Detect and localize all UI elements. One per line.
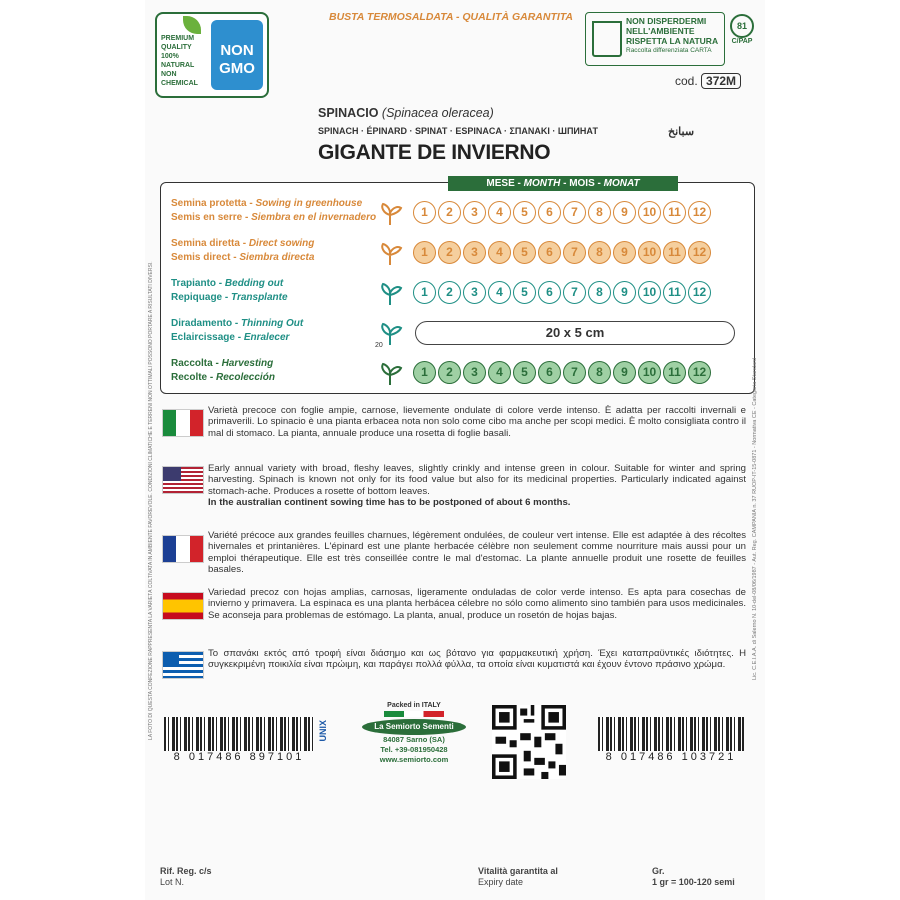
qr-code-icon bbox=[492, 705, 566, 779]
month-circle: 4 bbox=[488, 201, 511, 224]
row-label-es: Siembra en el invernadero bbox=[251, 212, 377, 223]
month-circle: 11 bbox=[663, 361, 686, 384]
recycle-icon bbox=[729, 14, 755, 62]
license-vertical: Lic. C.E.I.A.A. di Salerno N. 10-del-08/06/1987 - Aut. Reg. CAMPANIA n. 37 RUOP-IT-15-0871 - Normativa CE - Categoria Standard bbox=[752, 357, 758, 680]
description-es: Variedad precoz con hojas amplias, carnosas, ligeramente onduladas de color verde intenso. Es apta para cosechas de invierno y primavera. La espinaca es una planta herbácea célebre no sólo como alimento sino también para usos medicinales. Se aconseja para problemas de estómago. La planta, anual, produce un rosetón de hojas bajas. bbox=[208, 587, 746, 621]
description-it: Varietà precoce con foglie ampie, carnose, lievemente ondulate di colore verde intenso. È adatta per raccolti invernali e primaverili. Lo spinacio è una pianta erbacea nota non solo come cibo ma anche per scopi medici. È molto consigliata contro il mal di stomaco. La pianta, annuale produce una rosetta di foglie basali. bbox=[208, 405, 746, 439]
sprout-icon bbox=[375, 279, 405, 307]
eco-frame bbox=[585, 12, 725, 66]
month-circle: 10 bbox=[638, 241, 661, 264]
italy-stripe-icon bbox=[384, 711, 444, 717]
calendar-row bbox=[161, 353, 754, 393]
harvest-icon bbox=[375, 359, 405, 387]
recycle-label: C/PAP bbox=[731, 38, 753, 45]
month-circle: 4 bbox=[488, 281, 511, 304]
row-label-en: Thinning Out bbox=[241, 318, 304, 329]
vitality-label: Vitalità garantita al bbox=[478, 866, 558, 876]
month-circle: 6 bbox=[538, 361, 561, 384]
month-circle: 8 bbox=[588, 201, 611, 224]
row-label-it: Semina diretta bbox=[171, 238, 240, 249]
month-circles bbox=[413, 281, 711, 304]
month-circle: 12 bbox=[688, 241, 711, 264]
month-circle: 12 bbox=[688, 281, 711, 304]
greenhouse-icon bbox=[375, 199, 405, 227]
row-label-en: Harvesting bbox=[221, 358, 274, 369]
badge-line-premium: PREMIUM QUALITY bbox=[161, 35, 195, 51]
month-en: MONTH bbox=[523, 178, 561, 189]
month-circle: 2 bbox=[438, 201, 461, 224]
month-circle: 1 bbox=[413, 201, 436, 224]
calendar-row-label: Semina diretta - Direct sowing Semis direct - Siembra directa bbox=[171, 238, 315, 263]
calendar-row-label: Raccolta - Harvesting Recolte - Recolección bbox=[171, 358, 275, 383]
thinning-spacing: 20 x 5 cm bbox=[415, 321, 735, 345]
month-circle: 1 bbox=[413, 241, 436, 264]
product-arabic: سبانخ bbox=[668, 126, 695, 138]
month-circle: 9 bbox=[613, 241, 636, 264]
row-label-fr: Semis direct bbox=[171, 252, 231, 263]
month-circle: 8 bbox=[588, 361, 611, 384]
row-label-it: Raccolta bbox=[171, 358, 213, 369]
calendar-row bbox=[161, 233, 754, 273]
month-header: MESE - MONTH - MOIS - MONAT bbox=[448, 176, 678, 191]
description-gr: Το σπανάκι εκτός από τροφή είναι διάσημο και ως βότανο για φαρμακευτική χρήση. Έχει καταπραϋντικές ιδιότητες. Η συγκεκριμένη ποικιλία είναι πρώιμη, και παράγει πολλά φύλλα, τα οποία είναι κυματιστά και έχουν έντονο πράσινο χρώμα. bbox=[208, 648, 746, 671]
row-label-it: Semina protetta bbox=[171, 198, 247, 209]
france-flag-icon bbox=[162, 535, 204, 563]
eco-text bbox=[626, 16, 722, 56]
row-label-en: Direct sowing bbox=[248, 238, 315, 249]
row-label-es: Enralecer bbox=[243, 332, 290, 343]
month-circles bbox=[413, 361, 711, 384]
product-common-name: SPINACIO bbox=[318, 106, 379, 120]
month-circle: 2 bbox=[438, 281, 461, 304]
barcode-right-bars bbox=[598, 717, 744, 751]
month-circle: 5 bbox=[513, 241, 536, 264]
calendar-row bbox=[161, 193, 754, 233]
non-gmo-badge bbox=[155, 12, 269, 98]
grams-label: Gr. bbox=[652, 866, 665, 876]
month-circle: 5 bbox=[513, 281, 536, 304]
non-text: NON bbox=[220, 42, 254, 59]
month-circle: 3 bbox=[463, 241, 486, 264]
calendar-row bbox=[161, 313, 754, 353]
barcode-right bbox=[594, 717, 748, 763]
lot-number: Lot N. bbox=[160, 877, 185, 887]
weight-block bbox=[652, 866, 735, 888]
trash-bin-icon bbox=[592, 21, 622, 57]
month-de: MONAT bbox=[603, 178, 640, 189]
month-circle: 1 bbox=[413, 361, 436, 384]
month-circle: 1 bbox=[413, 281, 436, 304]
month-circle: 10 bbox=[638, 281, 661, 304]
month-circle: 7 bbox=[563, 201, 586, 224]
product-name bbox=[318, 106, 494, 120]
month-circle: 3 bbox=[463, 361, 486, 384]
italy-flag-icon bbox=[162, 409, 204, 437]
brand-name: La Semiorto Sementi bbox=[362, 719, 466, 735]
eco-line-1: NON DISPERDERMI bbox=[626, 16, 707, 26]
brand-address: 84087 Sarno (SA) bbox=[383, 735, 445, 744]
barcode-left bbox=[160, 717, 318, 763]
eco-sub: Raccolta differenziata CARTA bbox=[626, 47, 712, 54]
month-circle: 5 bbox=[513, 201, 536, 224]
expiry-label: Expiry date bbox=[478, 877, 524, 887]
packed-in-italy: Packed in ITALY bbox=[387, 702, 441, 709]
month-circle: 10 bbox=[638, 361, 661, 384]
usa-flag-icon bbox=[162, 466, 204, 494]
gmo-text: GMO bbox=[219, 60, 255, 77]
calendar-row-label: Semina protetta - Sowing in greenhouse Semis en serre - Siembra en el invernadero bbox=[171, 198, 377, 223]
month-circle: 4 bbox=[488, 361, 511, 384]
disclaimer-vertical: LA FOTO DI QUESTA CONFEZIONE RAPPRESENTA LA VARIETÀ COLTIVATA IN AMBIENTE FAVOREVOLE. CONDIZIONI CLIMATICHE E TERRENI NON OTTIMALI POSSONO PORTARE A RISULTATI DIVERSI. bbox=[148, 261, 154, 740]
month-circle: 9 bbox=[613, 281, 636, 304]
non-gmo-label bbox=[211, 20, 263, 90]
thinning-distance-label: 20 bbox=[375, 342, 383, 349]
row-label-es: Transplante bbox=[231, 292, 288, 303]
registration-block bbox=[160, 866, 212, 888]
month-circle: 4 bbox=[488, 241, 511, 264]
month-circle: 3 bbox=[463, 281, 486, 304]
cod-value: 372M bbox=[701, 73, 741, 89]
row-label-es: Recolección bbox=[216, 372, 275, 383]
calendar-row-label: Diradamento - Thinning Out Eclaircissage - Enralecer bbox=[171, 318, 304, 343]
variety-title: GIGANTE DE INVIERNO bbox=[318, 141, 551, 164]
unix-mark: UNIX bbox=[318, 720, 328, 742]
month-circle: 8 bbox=[588, 241, 611, 264]
barcode-right-number: 8 017486 103721 bbox=[605, 751, 737, 763]
description-fr: Variété précoce aux grandes feuilles charnues, légèrement ondulées, de couleur vert intense. Elle est adaptée à des récoltes hivernales et printanières. L'épinard est une plante herbacée célèbre non seulement comme nourriture mais aussi pour un emploi thérapeutique. Elle est très conseillée contre le mal d'estomac. La plante annuelle produit une rosette de feuilles basales. bbox=[208, 530, 746, 575]
seeds-icon bbox=[375, 239, 405, 267]
month-circle: 9 bbox=[613, 361, 636, 384]
month-circle: 3 bbox=[463, 201, 486, 224]
thinning-icon bbox=[375, 319, 405, 347]
badge-line-natural: 100% NATURAL bbox=[161, 53, 195, 69]
spain-flag-icon bbox=[162, 592, 204, 620]
month-circle: 5 bbox=[513, 361, 536, 384]
eco-disposal-box bbox=[585, 12, 755, 68]
month-circle: 2 bbox=[438, 361, 461, 384]
month-fr: MOIS bbox=[569, 178, 595, 189]
month-circle: 7 bbox=[563, 361, 586, 384]
month-circle: 10 bbox=[638, 201, 661, 224]
sowing-calendar bbox=[160, 182, 755, 394]
row-label-en: Bedding out bbox=[224, 278, 284, 289]
month-circle: 12 bbox=[688, 201, 711, 224]
leaf-icon bbox=[183, 16, 201, 34]
semiorto-logo bbox=[358, 702, 470, 782]
recycle-code: 81 bbox=[730, 14, 754, 38]
expiry-block bbox=[478, 866, 558, 888]
eco-line-2: NELL'AMBIENTE bbox=[626, 26, 695, 36]
description-en-text: Early annual variety with broad, fleshy leaves, slightly crinkly and intense green in colour. Suitable for winter and spring harvesting. Spinach is known not only for its food value but also for its medicinal properties. Particularly indicated against stomach-ache. Produces a rosette of bottom leaves. bbox=[208, 463, 746, 497]
product-code bbox=[675, 73, 741, 89]
eco-line-3: RISPETTA LA NATURA bbox=[626, 36, 719, 46]
month-circle: 12 bbox=[688, 361, 711, 384]
barcode-left-bars bbox=[164, 717, 314, 751]
month-circle: 8 bbox=[588, 281, 611, 304]
barcode-left-number: 8 017486 897101 bbox=[173, 751, 305, 763]
product-translations: SPINACH · ÉPINARD · SPINAT · ESPINACA · ΣΠΑΝΑΚΙ · ШПИНАТ bbox=[318, 126, 598, 136]
row-label-fr: Semis en serre bbox=[171, 212, 243, 223]
calendar-row-label: Trapianto - Bedding out Repiquage - Transplante bbox=[171, 278, 288, 303]
month-circle: 6 bbox=[538, 281, 561, 304]
calendar-row bbox=[161, 273, 754, 313]
month-circle: 7 bbox=[563, 281, 586, 304]
row-label-en: Sowing in greenhouse bbox=[255, 198, 363, 209]
month-circles bbox=[413, 241, 711, 264]
month-circle: 7 bbox=[563, 241, 586, 264]
greece-flag-icon bbox=[162, 651, 204, 679]
seeds-per-gram: 1 gr = 100-120 semi bbox=[652, 877, 735, 887]
row-label-es: Siembra directa bbox=[239, 252, 315, 263]
description-en bbox=[208, 463, 746, 508]
row-label-fr: Repiquage bbox=[171, 292, 223, 303]
australia-note: In the australian continent sowing time has to be postponed of about 6 months. bbox=[208, 496, 571, 508]
row-label-it: Diradamento bbox=[171, 318, 233, 329]
badge-line-nonchemical: NON CHEMICAL bbox=[161, 71, 198, 87]
month-circle: 2 bbox=[438, 241, 461, 264]
cod-label: cod. bbox=[675, 74, 698, 88]
badge-claims bbox=[161, 34, 209, 88]
row-label-fr: Recolte bbox=[171, 372, 208, 383]
month-circle: 9 bbox=[613, 201, 636, 224]
month-circles bbox=[413, 201, 711, 224]
reg-ref: Rif. Reg. c/s bbox=[160, 866, 212, 876]
month-it: MESE bbox=[486, 178, 515, 189]
row-label-fr: Eclaircissage bbox=[171, 332, 235, 343]
month-circle: 6 bbox=[538, 201, 561, 224]
product-latin-name: (Spinacea oleracea) bbox=[381, 106, 494, 120]
row-label-it: Trapianto bbox=[171, 278, 217, 289]
top-banner: BUSTA TERMOSALDATA - QUALITÀ GARANTITA bbox=[329, 11, 573, 23]
month-circle: 11 bbox=[663, 201, 686, 224]
brand-web: www.semiorto.com bbox=[379, 755, 449, 764]
brand-tel: Tel. +39-081950428 bbox=[380, 745, 448, 754]
month-circle: 6 bbox=[538, 241, 561, 264]
month-circle: 11 bbox=[663, 281, 686, 304]
month-circle: 11 bbox=[663, 241, 686, 264]
